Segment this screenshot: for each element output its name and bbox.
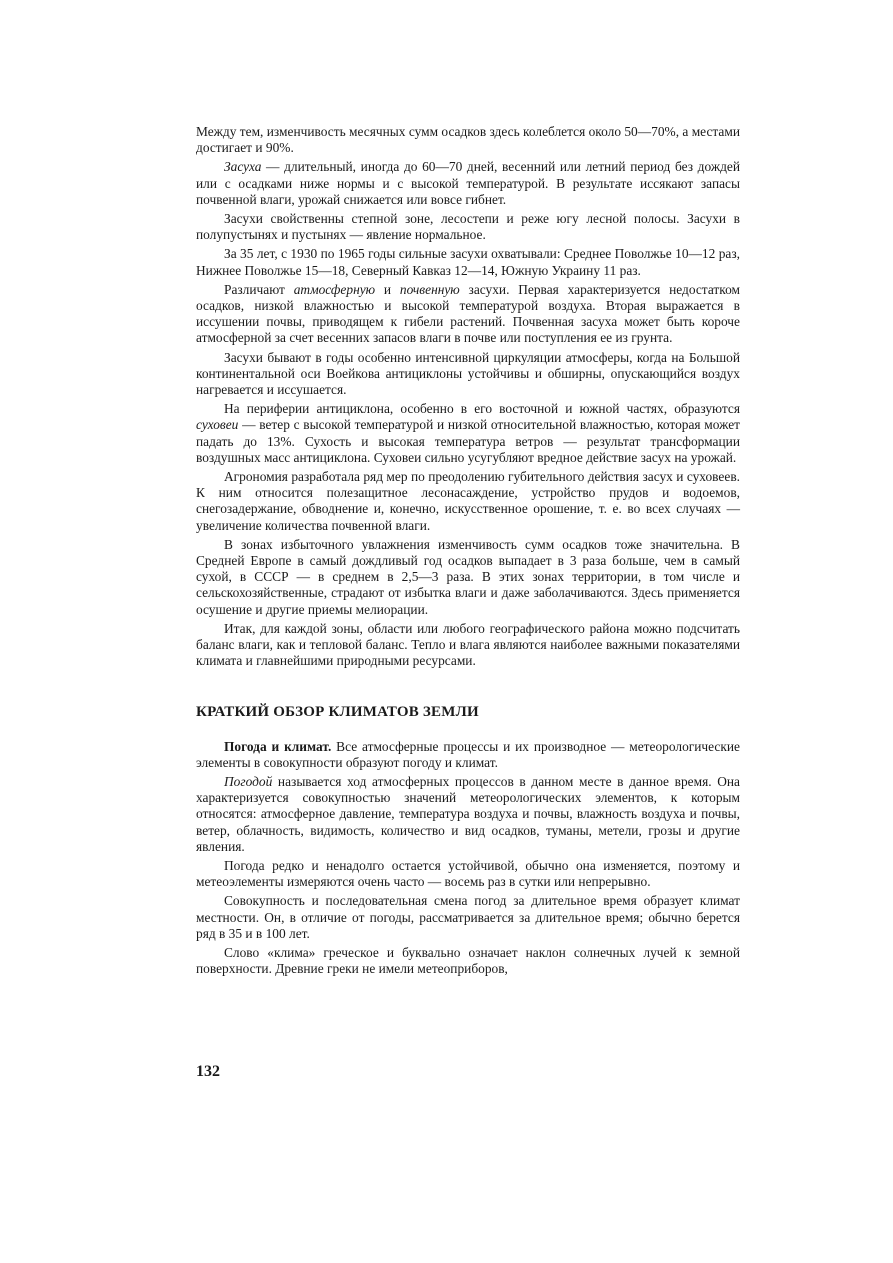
paragraph-4: За 35 лет, с 1930 по 1965 годы сильные засухи охватывали: Среднее Поволжье 10—12 раз, Нижнее Поволжье 15—18, Северный Кавказ 12—14, Южную Украину 11 раз. bbox=[196, 246, 740, 278]
paragraph-2: Засуха — длительный, иногда до 60—70 дней, весенний или летний период без дождей или с осадками ниже нормы и с высокой температурой. В результате иссякают запасы почвенной влаги, урожай снижается или вовсе гибнет. bbox=[196, 159, 740, 207]
paragraph-9: В зонах избыточного увлажнения изменчивость сумм осадков тоже значительна. В Средней Европе в самый дождливый год осадков выпадает в 3 раза больше, чем в самый сухой, в СССР — в среднем в 2,5—3 раза. В этих зонах территории, в том числе и сельскохозяйственные, страдают от избытка влаги и даже заболачиваются. Здесь применяется осушение и другие приемы мелиорации. bbox=[196, 536, 740, 617]
paragraph-13: Погода редко и ненадолго остается устойчивой, обычно она изменяется, поэтому и метеоэлементы измеряются очень часто — восемь раз в сутки или непрерывно. bbox=[196, 857, 740, 890]
paragraph-15: Слово «клима» греческое и буквально означает наклон солнечных лучей к земной поверхности. Древние греки не имели метеоприборов, bbox=[196, 944, 740, 977]
paragraph-3: Засухи свойственны степной зоне, лесостепи и реже югу лесной полосы. Засухи в полупустынях и пустынях — явление нормальное. bbox=[196, 211, 740, 243]
paragraph-1: Между тем, изменчивость месячных сумм осадков здесь колеблется около 50—70%, а местами достигает и 90%. bbox=[196, 124, 740, 156]
section-title: КРАТКИЙ ОБЗОР КЛИМАТОВ ЗЕМЛИ bbox=[196, 703, 479, 720]
paragraph-11: Погода и климат. Все атмосферные процессы и их производное — метеорологические элементы в совокупности образуют погоду и климат. bbox=[196, 738, 740, 770]
page-body bbox=[196, 124, 740, 977]
term-pogoda: Погодой bbox=[224, 773, 273, 789]
term-zasukha: Засуха bbox=[224, 159, 262, 175]
paragraph-14: Совокупность и последовательная смена погод за длительное время образует климат местности. Он, в отличие от погоды, рассматривается за длительное время; обычно берется ряд в 35 и в 100 лет. bbox=[196, 893, 740, 941]
term-soil: почвенную bbox=[399, 281, 460, 297]
page-number: 132 bbox=[196, 1063, 220, 1080]
term-atmospheric: атмосферную bbox=[293, 281, 376, 297]
paragraph-7: На периферии антициклона, особенно в его восточной и южной частях, образуются суховеи — ветер с высокой температурой и низкой относительной влажностью, которая может падать до 13%. Сухость и высокая температура ветров — результат трансформации воздушных масс антициклона. Суховеи сильно усугубляют вредное действие засух на урожай. bbox=[196, 401, 740, 465]
paragraph-5: Различают атмосферную и почвенную засухи. Первая характеризуется недостатком осадков, низкой влажностью и высокой температурой воздуха. Вторая выражается в иссушении почвы, приводящем к гибели растений. Почвенная засуха может быть короче атмосферной за счет весенних запасов влаги в почве или поступления ее из грунта. bbox=[196, 281, 741, 346]
subheading-weather-climate: Погода и климат. bbox=[224, 738, 332, 754]
term-sukhovei: суховеи bbox=[196, 417, 239, 433]
paragraph-12: Погодой называется ход атмосферных процессов в данном месте в данное время. Она характеризуется совокупностью значений метеорологических элементов, к которым относятся: атмосферное давление, температура воздуха и почвы, влажность воздуха и почвы, ветер, облачность, видимость, количество и вид осадков, туманы, метели, грозы и другие явления. bbox=[196, 773, 740, 854]
paragraph-8: Агрономия разработала ряд мер по преодолению губительного действия засух и суховеев. К ним относится полезащитное лесонасаждение, устройство прудов и водоемов, снегозадержание, обводнение и, конечно, искусственное орошение, т. е. во всех случаях — увеличение количества почвенной влаги. bbox=[196, 469, 740, 533]
paragraph-6: Засухи бывают в годы особенно интенсивной циркуляции атмосферы, когда на Большой континентальной оси Воейкова антициклоны устойчивы и обширны, опускающийся воздух нагревается и иссушается. bbox=[196, 349, 740, 398]
paragraph-10: Итак, для каждой зоны, области или любого географического района можно подсчитать баланс влаги, как и тепловой баланс. Тепло и влага являются наиболее важными показателями климата и главнейшими природными ресурсами. bbox=[196, 620, 740, 669]
